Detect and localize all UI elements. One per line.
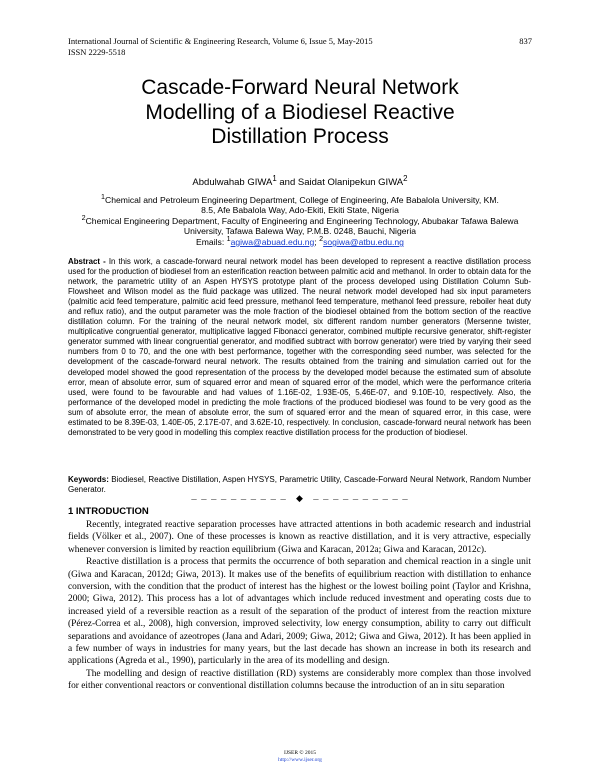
separator-diamond: ◆ (296, 494, 304, 504)
keywords-label: Keywords: (68, 475, 109, 484)
keywords-text: Biodiesel, Reactive Distillation, Aspen HYSYS, Parametric Utility, Cascade-Forward Neural Network, Random Number Generator. (68, 475, 531, 494)
footer-url-link[interactable]: http://www.ijser.org (278, 757, 322, 763)
abstract (68, 257, 531, 438)
emails (60, 235, 540, 247)
footer-copyright: IJSER © 2015 (284, 750, 316, 756)
author-1-sup: 1 (272, 174, 277, 183)
title-line-2: Modelling of a Biodiesel Reactive (145, 100, 455, 124)
affiliation-1-text: Chemical and Petroleum Engineering Department, College of Engineering, Afe Babalola University, KM. 8.5, Afe Babalola Way, Ado-Ekiti, Ekiti State, Nigeria (105, 194, 499, 216)
affiliation-1-sup: 1 (101, 193, 106, 201)
paragraph-3: The modelling and design of reactive distillation (RD) systems are considerably more complex than those involved for either conventional reactors or conventional distillation columns because the introduction of an in situ separation (68, 668, 531, 692)
journal-name: International Journal of Scientific & Engineering Research, Volume 6, Issue 5, May-2015 (68, 36, 373, 46)
abstract-text: In this work, a cascade-forward neural network model has been developed to represent a reactive distillation process used for the production of biodiesel from an esterification reaction between palmitic acid and methanol. In order to obtain data for the network, the parametric utility of an Aspen HYSYS prototype plant of the process developed using Distillation Column Sub-Flowsheet and Wilson model as the fluid package was utilized. The neural network model developed had six input parameters (palmitic acid feed temperature, palmitic acid feed pressure, methanol feed temperature, methanol feed pressure, reboiler heat duty and reflux ratio), and the output parameter was the mole fraction of the biodiesel obtained from the bottom section of the reactive distillation column. For the training of the neural network model, six different random number generators (Mersenne twister, multiplicative congruential generator, multiplicative lagged Fibonacci generator, combined multiple recursive generator, shift-register generator summed with linear congruential generator, and modified subtract with borrow generator) were tried by varying their seed numbers from 0 to 70, and the one with best performance, together with the corresponding seed number, was selected for the development of the cascade-forward neural network. The results obtained from the training and simulation carried out for the developed model showed the good representation of the process by the developed model because the estimated sum of absolute error, mean of absolute error, sum of squared error and mean of squared error of the model, which were the performance criteria used, were found to be favourable and had values of 1.16E-02, 1.93E-05, 5.46E-07, and 9.10E-10, respectively. Also, the performance of the developed model in predicting the mole fractions of the produced biodiesel was found to be very good as the sum of absolute error, the mean of absolute error, the sum of squared error and the mean of squared error, in this case, were estimated to be 8.39E-03, 1.40E-05, 2.17E-07, and 3.62E-10, respectively. In conclusion, cascade-forward neural network has been demonstrated to be very good in modelling this complex reactive distillation process for the production of biodiesel. (68, 257, 531, 437)
issn: ISSN 2229-5518 (68, 46, 126, 57)
journal-header (68, 36, 373, 57)
paper-title (60, 76, 540, 150)
separator-left: — — — — — — — — — — (190, 496, 288, 503)
abstract-label: Abstract - (68, 257, 106, 266)
separator (60, 494, 540, 504)
section-heading: 1 INTRODUCTION (68, 506, 149, 517)
affiliation-2 (80, 213, 520, 237)
page-number: 837 (519, 36, 532, 46)
paragraph-2: Reactive distillation is a process that permits the occurrence of both separation and chemical reaction in a single unit (Giwa and Karacan, 2012d; Giwa, 2013). It makes use of the benefits of equilibrium reaction with distillation to enhance conversion, with the condition that the product of interest has the highest or the lowest boiling point (Taylor and Krishna, 2000; Giwa, 2012). This process has a lot of advantages which include reduced investment and operating costs due to increased yield of a reversible reaction as a result of the separation of the product of interest from the reaction mixture (Pérez-Correa et al., 2008), high conversion, improved selectivity, low energy consumption, ability to carry out difficult separations and avoidance of azeotropes (Jana and Adari, 2009; Giwa, 2012; Giwa and Giwa, 2012). It has been applied in a few number of ways in industries for many years, but the last decade has shown an increase in both its research and applications (Agreda et al., 1990), particularly in the area of its modelling and design. (68, 557, 531, 667)
author-1: Abdulwahab GIWA (192, 177, 273, 189)
title-line-3: Distillation Process (211, 125, 389, 148)
author-2: Saidat Olanipekun GIWA (297, 177, 404, 189)
email-2-link[interactable]: sogiwa@atbu.edu.ng (323, 236, 404, 247)
body-text (68, 519, 531, 693)
email-1-sup: 1 (226, 235, 231, 243)
emails-separator: ; (314, 236, 320, 247)
email-1-link[interactable]: agiwa@abuad.edu.ng (230, 236, 315, 247)
emails-label: Emails: (196, 236, 227, 247)
keywords (68, 475, 531, 495)
title-line-1: Cascade-Forward Neural Network (141, 76, 459, 99)
separator-right: — — — — — — — — — — (312, 496, 410, 503)
affiliation-2-text: Chemical Engineering Department, Faculty of Engineering and Engineering Technology, Abubakar Tafawa Balewa University, Tafawa Balewa Way, P.M.B. 0248, Bauchi, Nigeria (85, 215, 519, 237)
affiliation-2-sup: 2 (81, 214, 86, 222)
authors (60, 174, 540, 188)
author-conjunction: and (276, 177, 298, 189)
paragraph-1: Recently, integrated reactive separation processes have attracted attentions in both academic research and industrial fields (Völker et al., 2007). One of these processes is known as reactive distillation, and it is very attractive, especially whenever conversion is limited by reaction equilibrium (Giwa and Karacan, 2012a; Giwa and Karacan, 2012c). (68, 520, 531, 555)
author-2-sup: 2 (403, 174, 408, 183)
page-footer (60, 750, 540, 764)
email-2-sup: 2 (319, 235, 324, 243)
